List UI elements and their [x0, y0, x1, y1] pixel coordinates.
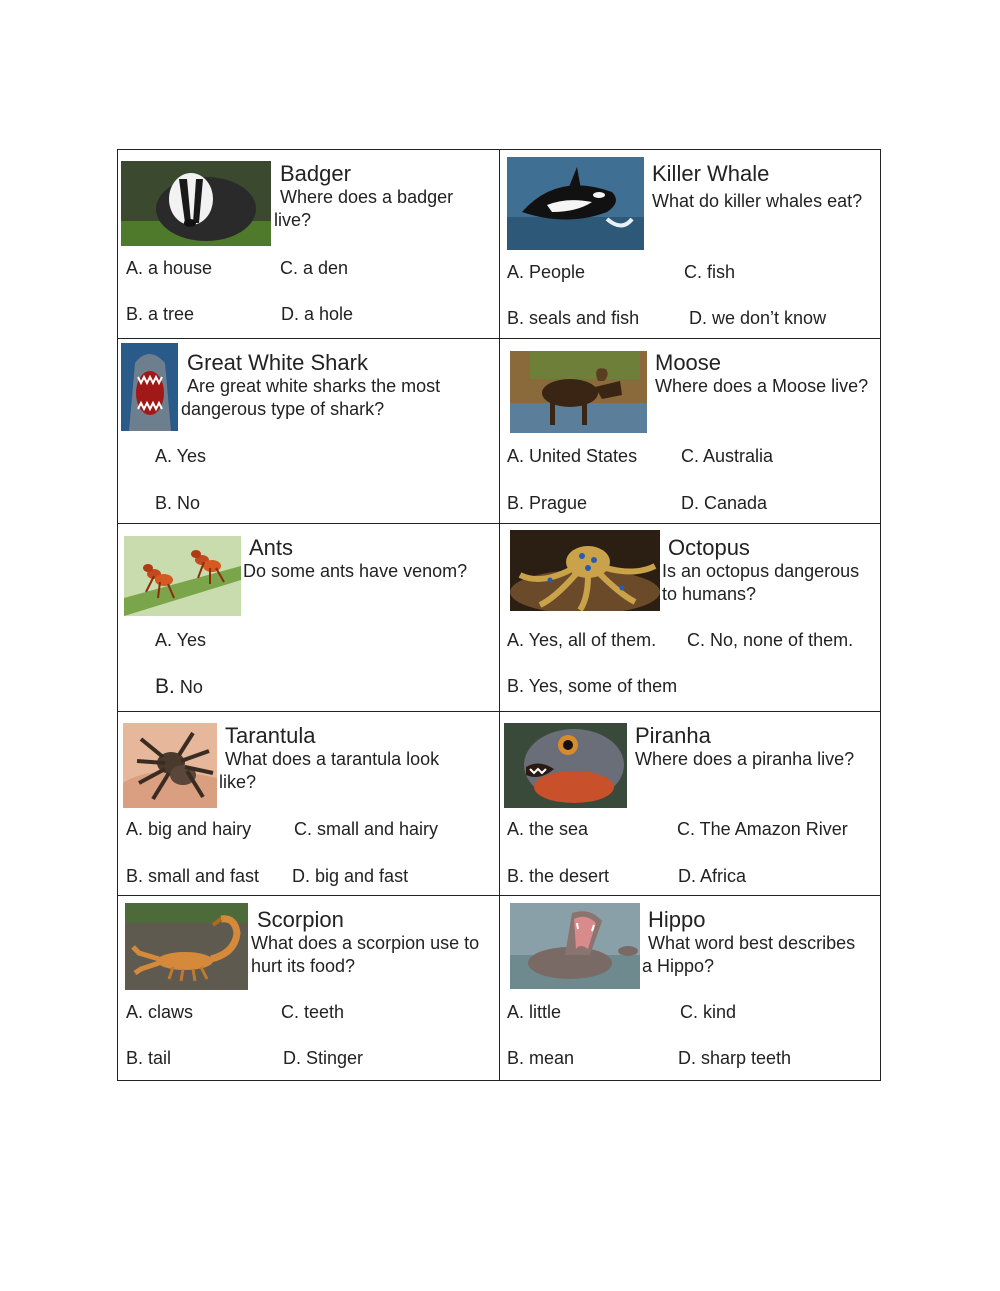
card-title: Tarantula: [225, 723, 316, 748]
card-question: What do killer whales eat?: [652, 191, 863, 211]
card-question: Where does a Moose live?: [655, 376, 869, 396]
hippo-photo: [510, 903, 640, 989]
scorpion-photo: [125, 903, 248, 990]
card-question: Where does a badger live?: [274, 187, 454, 230]
option-b[interactable]: B. seals and fish: [507, 308, 640, 328]
option-c[interactable]: C. No, none of them.: [687, 630, 854, 650]
option-b[interactable]: B. No: [155, 493, 201, 513]
quiz-card-scorpion: [118, 896, 500, 1080]
quiz-card-great-white-shark: [118, 339, 500, 524]
option-a[interactable]: A. the sea: [507, 819, 589, 839]
shark-photo: [121, 343, 178, 431]
option-b[interactable]: B. Prague: [507, 493, 588, 513]
option-text: No: [179, 677, 203, 697]
option-a[interactable]: A. United States: [507, 446, 638, 466]
card-title: Ants: [249, 535, 294, 560]
option-a[interactable]: A. Yes: [155, 630, 207, 650]
card-title: Moose: [655, 350, 722, 375]
option-a[interactable]: A. claws: [126, 1002, 194, 1022]
card-title: Great White Shark: [187, 350, 368, 375]
card-question: Is an octopus dangerous to humans?: [662, 561, 860, 604]
option-a[interactable]: A. Yes, all of them.: [507, 630, 657, 650]
card-question: Where does a piranha live?: [635, 749, 855, 769]
option-d[interactable]: D. Canada: [681, 493, 768, 513]
option-c[interactable]: C. small and hairy: [294, 819, 439, 839]
card-title: Hippo: [648, 907, 706, 932]
card-question: What word best describes a Hippo?: [642, 933, 856, 976]
badger-photo: [121, 161, 271, 246]
option-d[interactable]: D. we don’t know: [689, 308, 827, 328]
card-question: What does a scorpion use to hurt its food?: [251, 933, 480, 976]
card-title: Piranha: [635, 723, 711, 748]
piranha-photo: [504, 723, 627, 808]
ants-photo: [124, 536, 241, 616]
card-question: Do some ants have venom?: [243, 561, 468, 581]
option-b[interactable]: B. a tree: [126, 304, 195, 324]
option-c[interactable]: C. kind: [680, 1002, 737, 1022]
option-c[interactable]: C. The Amazon River: [677, 819, 848, 839]
tarantula-photo: [123, 723, 217, 808]
option-c[interactable]: C. Australia: [681, 446, 774, 466]
option-c[interactable]: C. teeth: [281, 1002, 345, 1022]
quiz-card-ants: [118, 524, 500, 712]
card-title: Scorpion: [257, 907, 344, 932]
quiz-card-killer-whale: [500, 150, 881, 339]
quiz-card-octopus: [500, 524, 881, 712]
card-title: Octopus: [668, 535, 750, 560]
quiz-card-badger: [118, 150, 500, 339]
option-b[interactable]: B. the desert: [507, 866, 610, 886]
card-question: Are great white sharks the most dangerous type of shark?: [181, 376, 441, 419]
option-letter: B.: [155, 675, 175, 698]
octopus-photo: [510, 530, 660, 611]
option-d[interactable]: D. Stinger: [283, 1048, 364, 1068]
option-c[interactable]: C. a den: [280, 258, 349, 278]
option-c[interactable]: C. fish: [684, 262, 736, 282]
option-a[interactable]: A. People: [507, 262, 586, 282]
quiz-card-tarantula: [118, 712, 500, 896]
quiz-card-moose: [500, 339, 881, 524]
quiz-card-piranha: [500, 712, 881, 896]
option-b[interactable]: B. tail: [126, 1048, 172, 1068]
option-a[interactable]: A. big and hairy: [126, 819, 252, 839]
option-d[interactable]: D. sharp teeth: [678, 1048, 792, 1068]
card-question: What does a tarantula look like?: [219, 749, 440, 792]
option-a[interactable]: A. little: [507, 1002, 562, 1022]
option-a[interactable]: A. a house: [126, 258, 213, 278]
option-d[interactable]: D. a hole: [281, 304, 354, 324]
option-b[interactable]: B. mean: [507, 1048, 575, 1068]
card-title: Badger: [280, 161, 351, 186]
card-title: Killer Whale: [652, 161, 770, 186]
option-a[interactable]: A. Yes: [155, 446, 207, 466]
moose-photo: [510, 351, 647, 433]
animal-quiz-worksheet: [117, 149, 881, 1081]
option-d[interactable]: D. Africa: [678, 866, 747, 886]
option-b[interactable]: [155, 676, 203, 698]
option-b[interactable]: B. Yes, some of them: [507, 676, 678, 696]
quiz-card-hippo: [500, 896, 881, 1080]
option-b[interactable]: B. small and fast: [126, 866, 260, 886]
killer-whale-photo: [507, 157, 644, 250]
option-d[interactable]: D. big and fast: [292, 866, 409, 886]
